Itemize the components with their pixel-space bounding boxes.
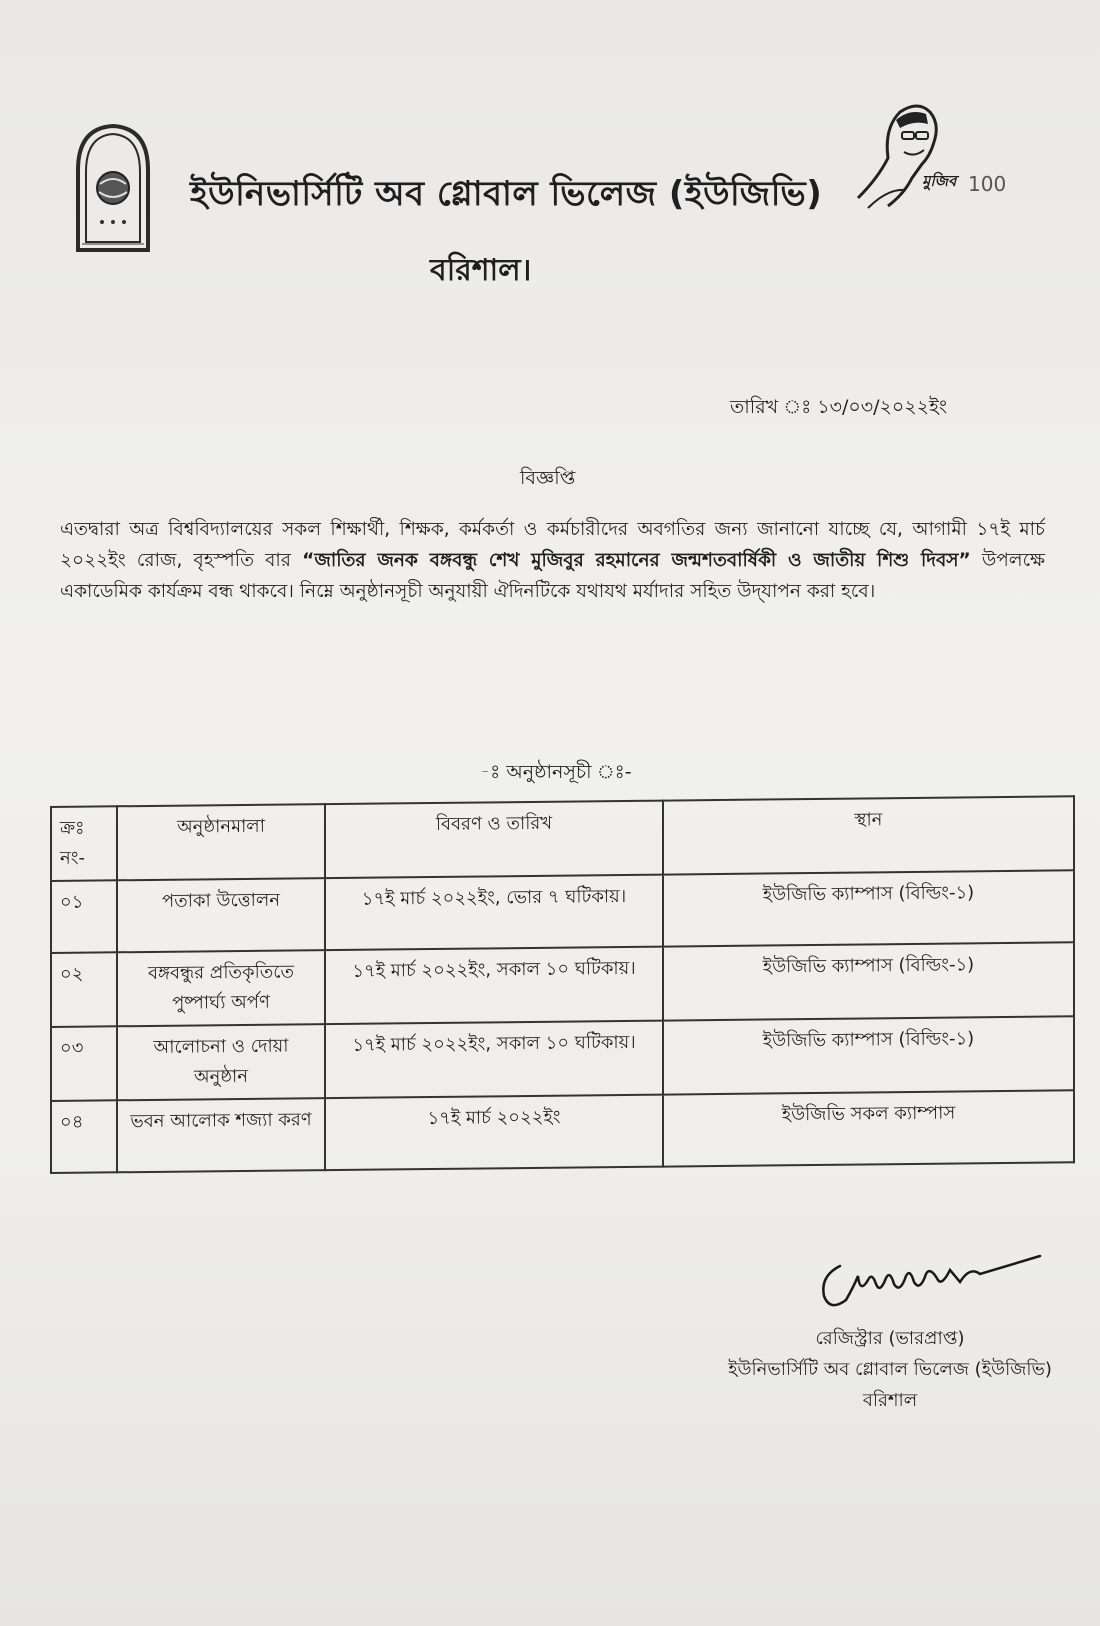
table-row — [51, 1090, 1074, 1173]
header-program: অনুষ্ঠানমালা — [117, 804, 325, 880]
cell-venue: ইউজিভি সকল ক্যাম্পাস — [663, 1090, 1074, 1166]
notice-body-part2: উপলক্ষে একাডেমিক কার্যক্রম বন্ধ থাকবে। নিম্নে অনুষ্ঠানসূচী অনুযায়ী ঐদিনটিকে যথাযথ মর্যাদার সহিত উদ্‌যাপন করা হবে। — [60, 550, 1045, 602]
cell-program: পতাকা উত্তোলন — [117, 878, 325, 952]
emblem-label: মুজিব — [922, 172, 957, 190]
cell-details: ১৭ই মার্চ ২০২২ইং, সকাল ১০ ঘটিকায়। — [325, 1021, 663, 1099]
cell-details: ১৭ই মার্চ ২০২২ইং, ভোর ৭ ঘটিকায়। — [325, 875, 663, 951]
schedule-title: -ঃ অনুষ্ঠানসূচী ঃ- — [480, 761, 632, 783]
signature-block — [700, 1323, 1080, 1416]
cell-serial: ০৪ — [51, 1100, 117, 1173]
university-name: ইউনিভার্সিটি অব গ্লোবাল ভিলেজ (ইউজিভি) — [190, 174, 823, 214]
university-city: বরিশাল। — [430, 253, 532, 288]
table-row — [51, 1016, 1074, 1101]
cell-serial: ০২ — [51, 952, 117, 1027]
cell-program: আলোচনা ও দোয়া অনুষ্ঠান — [117, 1024, 325, 1100]
cell-program: ভবন আলোক শজ্যা করণ — [117, 1098, 325, 1172]
notice-body-occasion: “জাতির জনক বঙ্গবন্ধু শেখ মুজিবুর রহমানের জন্মশতবার্ষিকী ও জাতীয় শিশু দিবস” — [302, 550, 971, 571]
university-logo — [72, 122, 154, 252]
notice-date: তারিখ ঃ ১৩/০৩/২০২২ইং — [730, 396, 948, 418]
university-seal-icon — [72, 122, 154, 252]
cell-serial: ০১ — [51, 880, 117, 953]
notice-body-part1: এতদ্বারা অত্র বিশ্ববিদ্যালয়ের সকল শিক্ষার্থী, শিক্ষক, কর্মকর্তা ও কর্মচারীদের অবগতির জন্য জানানো যাচ্ছে যে, আগামী ১৭ই মার্চ ২০২২ইং রোজ, বৃহস্পতি বার — [60, 519, 1045, 571]
table-row — [51, 870, 1074, 953]
cell-program: বঙ্গবন্ধুর প্রতিকৃতিতে পুষ্পার্ঘ্য অর্পণ — [117, 950, 325, 1026]
notice-body — [60, 514, 1045, 607]
header-details: বিবরণ ও তারিখ — [325, 801, 663, 879]
signature-icon — [810, 1236, 1050, 1316]
cell-details: ১৭ই মার্চ ২০২২ইং, সকাল ১০ ঘটিকায়। — [325, 947, 663, 1025]
header-serial: ক্রঃ নং- — [51, 806, 117, 881]
schedule-header-row — [51, 796, 1074, 881]
cell-venue: ইউজিভি ক্যাম্পাস (বিল্ডিং-১) — [663, 870, 1074, 946]
notice-title: বিজ্ঞপ্তি — [520, 467, 576, 489]
cell-details: ১৭ই মার্চ ২০২২ইং — [325, 1095, 663, 1171]
cell-venue: ইউজিভি ক্যাম্পাস (বিল্ডিং-১) — [663, 942, 1074, 1020]
signatory-title: রেজিস্ট্রার (ভারপ্রাপ্ত) — [815, 1328, 965, 1349]
schedule-table — [50, 795, 1075, 1174]
signatory-city: বরিশাল — [862, 1390, 918, 1411]
registrar-signature — [810, 1236, 1050, 1316]
header-venue: স্থান — [663, 796, 1074, 874]
emblem-number: 100 — [968, 172, 1007, 196]
table-row — [51, 942, 1074, 1027]
cell-serial: ০৩ — [51, 1026, 117, 1101]
cell-venue: ইউজিভি ক্যাম্পাস (বিল্ডিং-১) — [663, 1016, 1074, 1094]
signatory-organization: ইউনিভার্সিটি অব গ্লোবাল ভিলেজ (ইউজিভি) — [728, 1359, 1052, 1380]
